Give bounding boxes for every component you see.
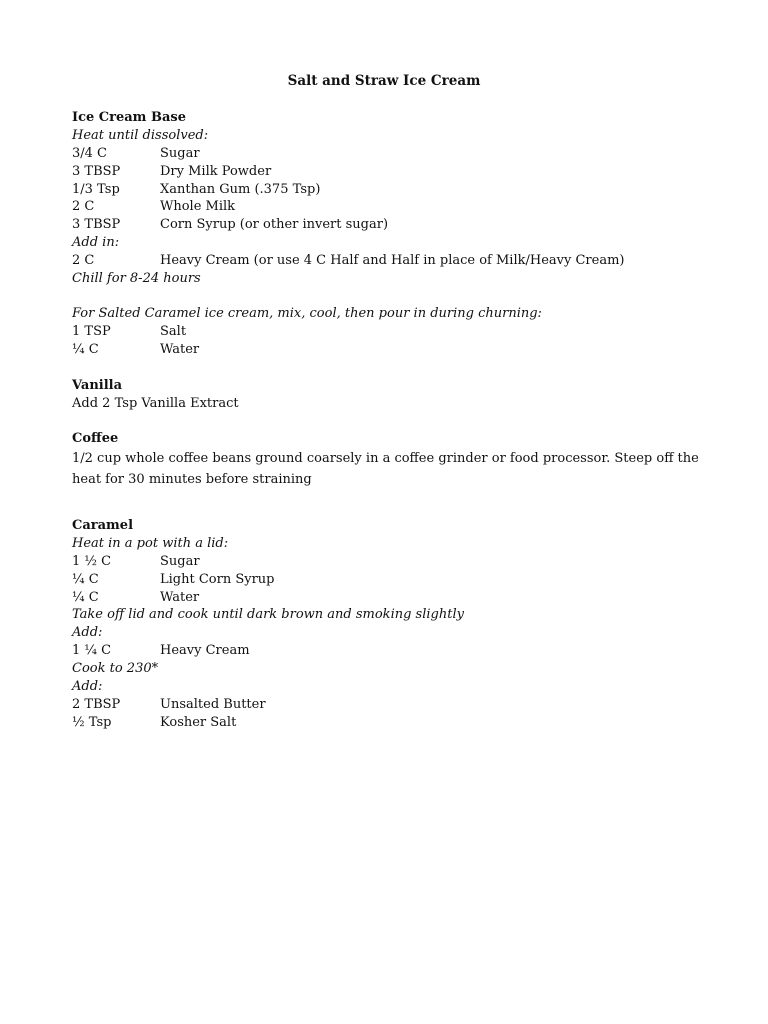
instruction-note: For Salted Caramel ice cream, mix, cool, then pour in during churning: — [72, 306, 542, 321]
section-heading: Caramel — [72, 518, 134, 533]
instruction-note: Chill for 8-24 hours — [72, 271, 201, 287]
section-heading: Ice Cream Base — [72, 110, 186, 125]
ingredient-qty: 1 ¼ C — [72, 643, 112, 659]
ingredient-name: Water — [160, 341, 200, 357]
ingredient-qty: 3/4 C — [72, 145, 108, 161]
ingredient-name: Sugar — [160, 145, 200, 161]
instruction-note: Heat in a pot with a lid: — [72, 535, 229, 551]
ingredient-qty: ¼ C — [72, 341, 99, 357]
ingredient-name: Xanthan Gum (.375 Tsp) — [160, 181, 321, 197]
ingredient-row — [72, 163, 712, 181]
instruction-note: Add: — [72, 679, 103, 695]
instruction-note: Take off lid and cook until dark brown and smoking slightly — [72, 607, 464, 623]
ingredient-qty: ½ Tsp — [72, 714, 112, 730]
ingredient-name: Kosher Salt — [160, 714, 237, 730]
instruction-note: Add in: — [72, 235, 120, 251]
ingredient-name: Corn Syrup (or other invert sugar) — [160, 217, 389, 233]
ingredient-name: Whole Milk — [160, 199, 236, 215]
ingredient-qty: 1/3 Tsp — [72, 181, 120, 197]
ingredient-name: Heavy Cream (or use 4 C Half and Half in place of Milk/Heavy Cream) — [160, 253, 625, 269]
ingredient-row — [72, 553, 712, 571]
ingredient-name: Dry Milk Powder — [160, 163, 272, 179]
instruction-note: Heat until dissolved: — [72, 127, 209, 143]
ingredient-qty: ¼ C — [72, 589, 99, 605]
ingredient-qty: ¼ C — [72, 571, 99, 587]
ingredient-row — [72, 714, 712, 732]
ingredient-row — [72, 145, 712, 163]
ingredient-name: Sugar — [160, 553, 200, 569]
section-coffee — [72, 430, 712, 490]
ingredient-row — [72, 571, 712, 589]
ingredient-row — [72, 589, 712, 607]
ingredient-name: Water — [160, 589, 200, 605]
document-title: Salt and Straw Ice Cream — [287, 73, 481, 89]
section-paragraph: 1/2 cup whole coffee beans ground coarsely in a coffee grinder or food processor. Steep off the heat for 30 minutes before straining — [72, 450, 699, 487]
ingredient-qty: 2 TBSP — [72, 696, 121, 712]
ingredient-row — [72, 198, 712, 216]
ingredient-row — [72, 642, 712, 660]
ingredient-name: Heavy Cream — [160, 643, 250, 659]
ingredient-qty: 1 TSP — [72, 323, 111, 339]
section-caramel — [72, 517, 712, 732]
ingredient-name: Unsalted Butter — [160, 696, 266, 712]
section-salted-caramel — [72, 305, 712, 359]
instruction-note: Cook to 230* — [72, 661, 159, 677]
section-vanilla — [72, 377, 712, 413]
ingredient-qty: 2 C — [72, 253, 95, 269]
ingredient-name: Salt — [160, 323, 187, 339]
ingredient-name: Light Corn Syrup — [160, 571, 275, 587]
ingredient-qty: 3 TBSP — [72, 163, 121, 179]
ingredient-row — [72, 323, 712, 341]
ingredient-row — [72, 252, 712, 270]
ingredient-qty: 1 ½ C — [72, 553, 112, 569]
ingredient-row — [72, 341, 712, 359]
ingredient-qty: 3 TBSP — [72, 217, 121, 233]
section-ice-cream-base — [72, 109, 712, 288]
instruction-note: Add: — [72, 625, 103, 641]
section-text: Add 2 Tsp Vanilla Extract — [72, 395, 239, 411]
ingredient-row — [72, 216, 712, 234]
section-heading: Vanilla — [72, 378, 123, 393]
ingredient-row — [72, 696, 712, 714]
ingredient-row — [72, 181, 712, 199]
ingredient-qty: 2 C — [72, 199, 95, 215]
section-heading: Coffee — [72, 431, 119, 446]
